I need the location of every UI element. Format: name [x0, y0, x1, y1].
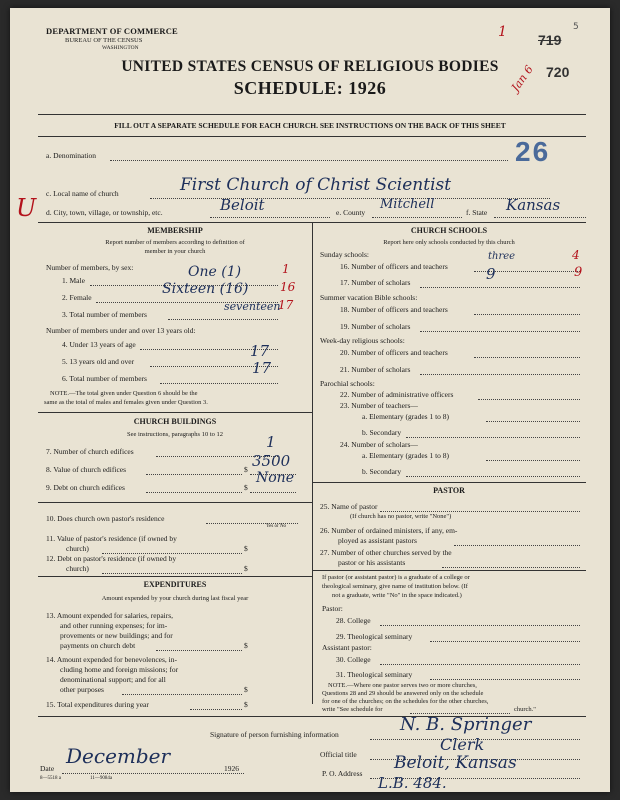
q3-value: seventeen	[224, 300, 281, 313]
county-label: e. County	[336, 208, 366, 217]
summer-label: Summer vacation Bible schools:	[320, 293, 418, 302]
q12-label-1: 12. Debt on pastor's residence (if owned by	[46, 554, 177, 563]
q13-label-4: payments on church debt	[60, 641, 136, 650]
signature-label: Signature of person furnishing information	[210, 730, 339, 739]
sunday-label: Sunday schools:	[320, 250, 369, 259]
weekday-label: Week-day religious schools:	[320, 336, 405, 345]
graduate-intro-3: not a graduate, write "No" in the space indicated.)	[332, 592, 462, 599]
q10-line	[206, 514, 298, 524]
q14-line	[122, 685, 242, 695]
denomination-code-stamp: 26	[515, 136, 551, 167]
q11-dollar: $	[244, 544, 248, 553]
q13-label-2: and other running expenses; for im-	[60, 621, 168, 630]
q14-label-3: denominational support; and for all	[60, 675, 166, 684]
instruction-line: FILL OUT A SEPARATE SCHEDULE FOR EACH CHURCH. SEE INSTRUCTIONS ON THE BACK OF THIS SHEET	[114, 121, 506, 130]
expenditures-sub: Amount expended by your church during last fiscal year	[101, 595, 249, 602]
rule	[38, 114, 586, 115]
expenditures-heading: EXPENDITURES	[143, 580, 207, 589]
serial-number: 720	[546, 64, 570, 80]
q2-label: 2. Female	[62, 293, 92, 302]
pastor-note-3: for one of the churches; on the schedules for the other churches,	[322, 698, 489, 705]
rule	[38, 576, 312, 577]
q22-label: 22. Number of administrative officers	[340, 390, 454, 399]
city-value: Beloit	[220, 196, 265, 214]
q27-label-1: 27. Number of other churches served by the	[320, 548, 452, 557]
buildings-heading: CHURCH BUILDINGS	[133, 417, 217, 426]
q7-label: 7. Number of church edifices	[46, 447, 134, 456]
q9-dollar: $	[244, 483, 248, 492]
local-name-label: c. Local name of church	[46, 189, 119, 198]
q4-label: 4. Under 13 years of age	[62, 340, 136, 349]
by-sex-label: Number of members, by sex:	[46, 263, 134, 272]
q6-label: 6. Total number of members	[62, 374, 147, 383]
q25-label: 25. Name of pastor	[320, 502, 378, 511]
q26-label-1: 26. Number of ordained ministers, if any, em-	[320, 526, 458, 535]
q28-line	[380, 616, 580, 626]
q14-label-1: 14. Amount expended for benevolences, in-	[46, 655, 178, 664]
yes-no-hint: Yes or No	[266, 524, 287, 529]
membership-note-1: NOTE.—The total given under Question 6 should be the	[50, 390, 198, 397]
box-number: L.B. 484.	[378, 774, 447, 792]
parochial-label: Parochial schools:	[320, 379, 375, 388]
graduate-intro-2: theological seminary, give name of institution below. (If	[322, 583, 468, 590]
q1-value: One (1)	[188, 264, 242, 280]
q29-line	[430, 632, 580, 642]
q19-line	[420, 322, 580, 332]
q24a-label: a. Elementary (grades 1 to 8)	[362, 451, 450, 460]
bureau-name: BUREAU OF THE CENSUS	[65, 37, 143, 44]
q16-red-value: 4	[572, 248, 580, 262]
census-schedule-sheet	[10, 8, 610, 792]
q15-line	[190, 700, 242, 710]
q23-label: 23. Number of teachers—	[340, 401, 418, 410]
q21-label: 21. Number of scholars	[340, 365, 411, 374]
q24-label: 24. Number of scholars—	[340, 440, 418, 449]
q17-label: 17. Number of scholars	[340, 278, 411, 287]
q13-label-3: provements or new buildings; and for	[60, 631, 173, 640]
q5-value: 17	[250, 342, 270, 360]
q9-value: None	[256, 470, 294, 486]
pastor-note-4b: church."	[514, 706, 536, 713]
red-u-mark: U	[16, 194, 37, 222]
q9-label: 9. Debt on church edifices	[46, 483, 125, 492]
q13-line	[156, 641, 242, 651]
q10-label: 10. Does church own pastor's residence	[46, 514, 165, 523]
q31-label: 31. Theological seminary	[336, 670, 413, 679]
q30-label: 30. College	[336, 655, 371, 664]
print-number: 11—9084a	[90, 776, 113, 781]
q11-line	[102, 544, 242, 554]
denomination-label: a. Denomination	[46, 151, 96, 160]
q30-line	[380, 655, 580, 665]
rule	[38, 502, 312, 503]
rule	[312, 570, 586, 571]
graduate-intro-1: If pastor (or assistant pastor) is a graduate of a college or	[322, 574, 470, 581]
q24b-label: b. Secondary	[362, 467, 402, 476]
official-title-value: Clerk	[440, 735, 485, 754]
membership-note-2: same as the total of males and females given under Question 3.	[44, 399, 208, 406]
q16-label: 16. Number of officers and teachers	[340, 262, 448, 271]
q5-label: 5. 13 years old and over	[62, 357, 135, 366]
rule	[38, 136, 586, 137]
membership-intro-1: Report number of members according to definition of	[105, 239, 245, 246]
q29-label: 29. Theological seminary	[336, 632, 413, 641]
under-over-label: Number of members under and over 13 years old:	[46, 326, 196, 335]
pastor-note-4: write "See schedule for	[322, 706, 383, 713]
q9-line	[146, 483, 242, 493]
pastor-sub-label: Pastor:	[322, 604, 343, 613]
q31-line	[430, 670, 580, 680]
q6-value: 17	[252, 359, 272, 377]
denomination-line	[110, 151, 508, 161]
q8-value: 3500	[252, 452, 291, 470]
rule	[38, 412, 312, 413]
address-label: P. O. Address	[322, 769, 363, 778]
state-label: f. State	[466, 208, 488, 217]
local-name-value: First Church of Christ Scientist	[180, 175, 452, 195]
membership-heading: MEMBERSHIP	[147, 226, 203, 235]
q24a-line	[486, 451, 580, 461]
pastor-heading: PASTOR	[433, 486, 465, 495]
q12-line	[102, 564, 242, 574]
q13-label-1: 13. Amount expended for salaries, repairs,	[46, 611, 174, 620]
red-mark-one: 1	[498, 24, 507, 40]
pastor-note-1: NOTE.—Where one pastor serves two or more churches,	[328, 682, 477, 689]
q12-label-2: church)	[66, 564, 89, 573]
q12-dollar: $	[244, 564, 248, 573]
q1-red-value: 1	[282, 262, 290, 276]
buildings-sub: See instructions, paragraphs 10 to 12	[126, 431, 224, 438]
q15-label: 15. Total expenditures during year	[46, 700, 149, 709]
signature-value: N. B. Springer	[400, 714, 532, 735]
q18-label: 18. Number of officers and teachers	[340, 305, 448, 314]
q20-label: 20. Number of officers and teachers	[340, 348, 448, 357]
pastor-note-2: Questions 28 and 29 should be answered only on the schedule	[322, 690, 484, 697]
q7-value: 1	[266, 433, 276, 451]
q26-line	[454, 536, 580, 546]
date-label: Date	[40, 764, 55, 773]
city-label: d. City, town, village, or township, etc.	[46, 208, 163, 217]
q18-line	[474, 305, 580, 315]
state-value: Kansas	[506, 196, 561, 214]
q8-line	[146, 465, 242, 475]
q23a-label: a. Elementary (grades 1 to 8)	[362, 412, 450, 421]
q26-label-2: ployed as assistant pastors	[338, 536, 417, 545]
q3-label: 3. Total number of members	[62, 310, 147, 319]
q23a-line	[486, 412, 580, 422]
q17-value: 9	[486, 265, 496, 283]
red-date-mark: Jan 6	[508, 63, 536, 94]
q14-dollar: $	[244, 685, 248, 694]
q3-red-value: 17	[278, 298, 294, 312]
q23b-label: b. Secondary	[362, 428, 402, 437]
q21-line	[420, 365, 580, 375]
q25-hint: (If church has no pastor, write "None")	[350, 513, 452, 520]
date-value: December	[66, 744, 171, 768]
q8-label: 8. Value of church edifices	[46, 465, 127, 474]
q13-dollar: $	[244, 641, 248, 650]
q8-dollar: $	[244, 465, 248, 474]
q23b-line	[406, 428, 580, 438]
q15-dollar: $	[244, 700, 248, 709]
assistant-sub-label: Assistant pastor:	[322, 643, 372, 652]
membership-intro-2: member in your church	[144, 248, 206, 255]
q24b-line	[406, 467, 580, 477]
form-number: 8—5518 a	[40, 776, 61, 781]
q27-label-2: pastor or his assistants	[338, 558, 406, 567]
department-name: DEPARTMENT OF COMMERCE	[46, 26, 178, 36]
schools-heading: CHURCH SCHOOLS	[410, 226, 488, 235]
q25-line	[380, 502, 580, 512]
bureau-city: WASHINGTON	[102, 45, 139, 51]
county-value: Mitchell	[380, 197, 435, 212]
pastor-note-line	[410, 706, 510, 714]
q14-label-4: other purposes	[60, 685, 104, 694]
column-divider	[312, 222, 313, 704]
q14-label-2: cluding home and foreign missions; for	[60, 665, 179, 674]
q11-label-2: church)	[66, 544, 89, 553]
rule	[312, 482, 586, 483]
official-title-label: Official title	[320, 750, 357, 759]
q2-red-value: 16	[280, 280, 296, 294]
address-value: Beloit, Kansas	[394, 753, 517, 773]
q28-label: 28. College	[336, 616, 371, 625]
q17-line	[420, 278, 580, 288]
date-year: 1926	[224, 764, 239, 773]
form-title: UNITED STATES CENSUS OF RELIGIOUS BODIES	[121, 58, 499, 75]
q22-line	[478, 390, 580, 400]
q1-label: 1. Male	[62, 276, 85, 285]
q20-line	[474, 348, 580, 358]
q11-label-1: 11. Value of pastor's residence (if owned by	[46, 534, 177, 543]
q19-label: 19. Number of scholars	[340, 322, 411, 331]
corner-mark: 5	[573, 22, 579, 32]
struck-serial-number: 719	[538, 32, 562, 48]
schools-intro: Report here only schools conducted by this church	[383, 239, 515, 246]
q16-value: three	[488, 251, 516, 262]
q27-line	[442, 558, 580, 568]
q17-red-value: 9	[574, 265, 583, 280]
schedule-title: SCHEDULE: 1926	[233, 78, 387, 98]
q2-value: Sixteen (16)	[162, 281, 249, 297]
